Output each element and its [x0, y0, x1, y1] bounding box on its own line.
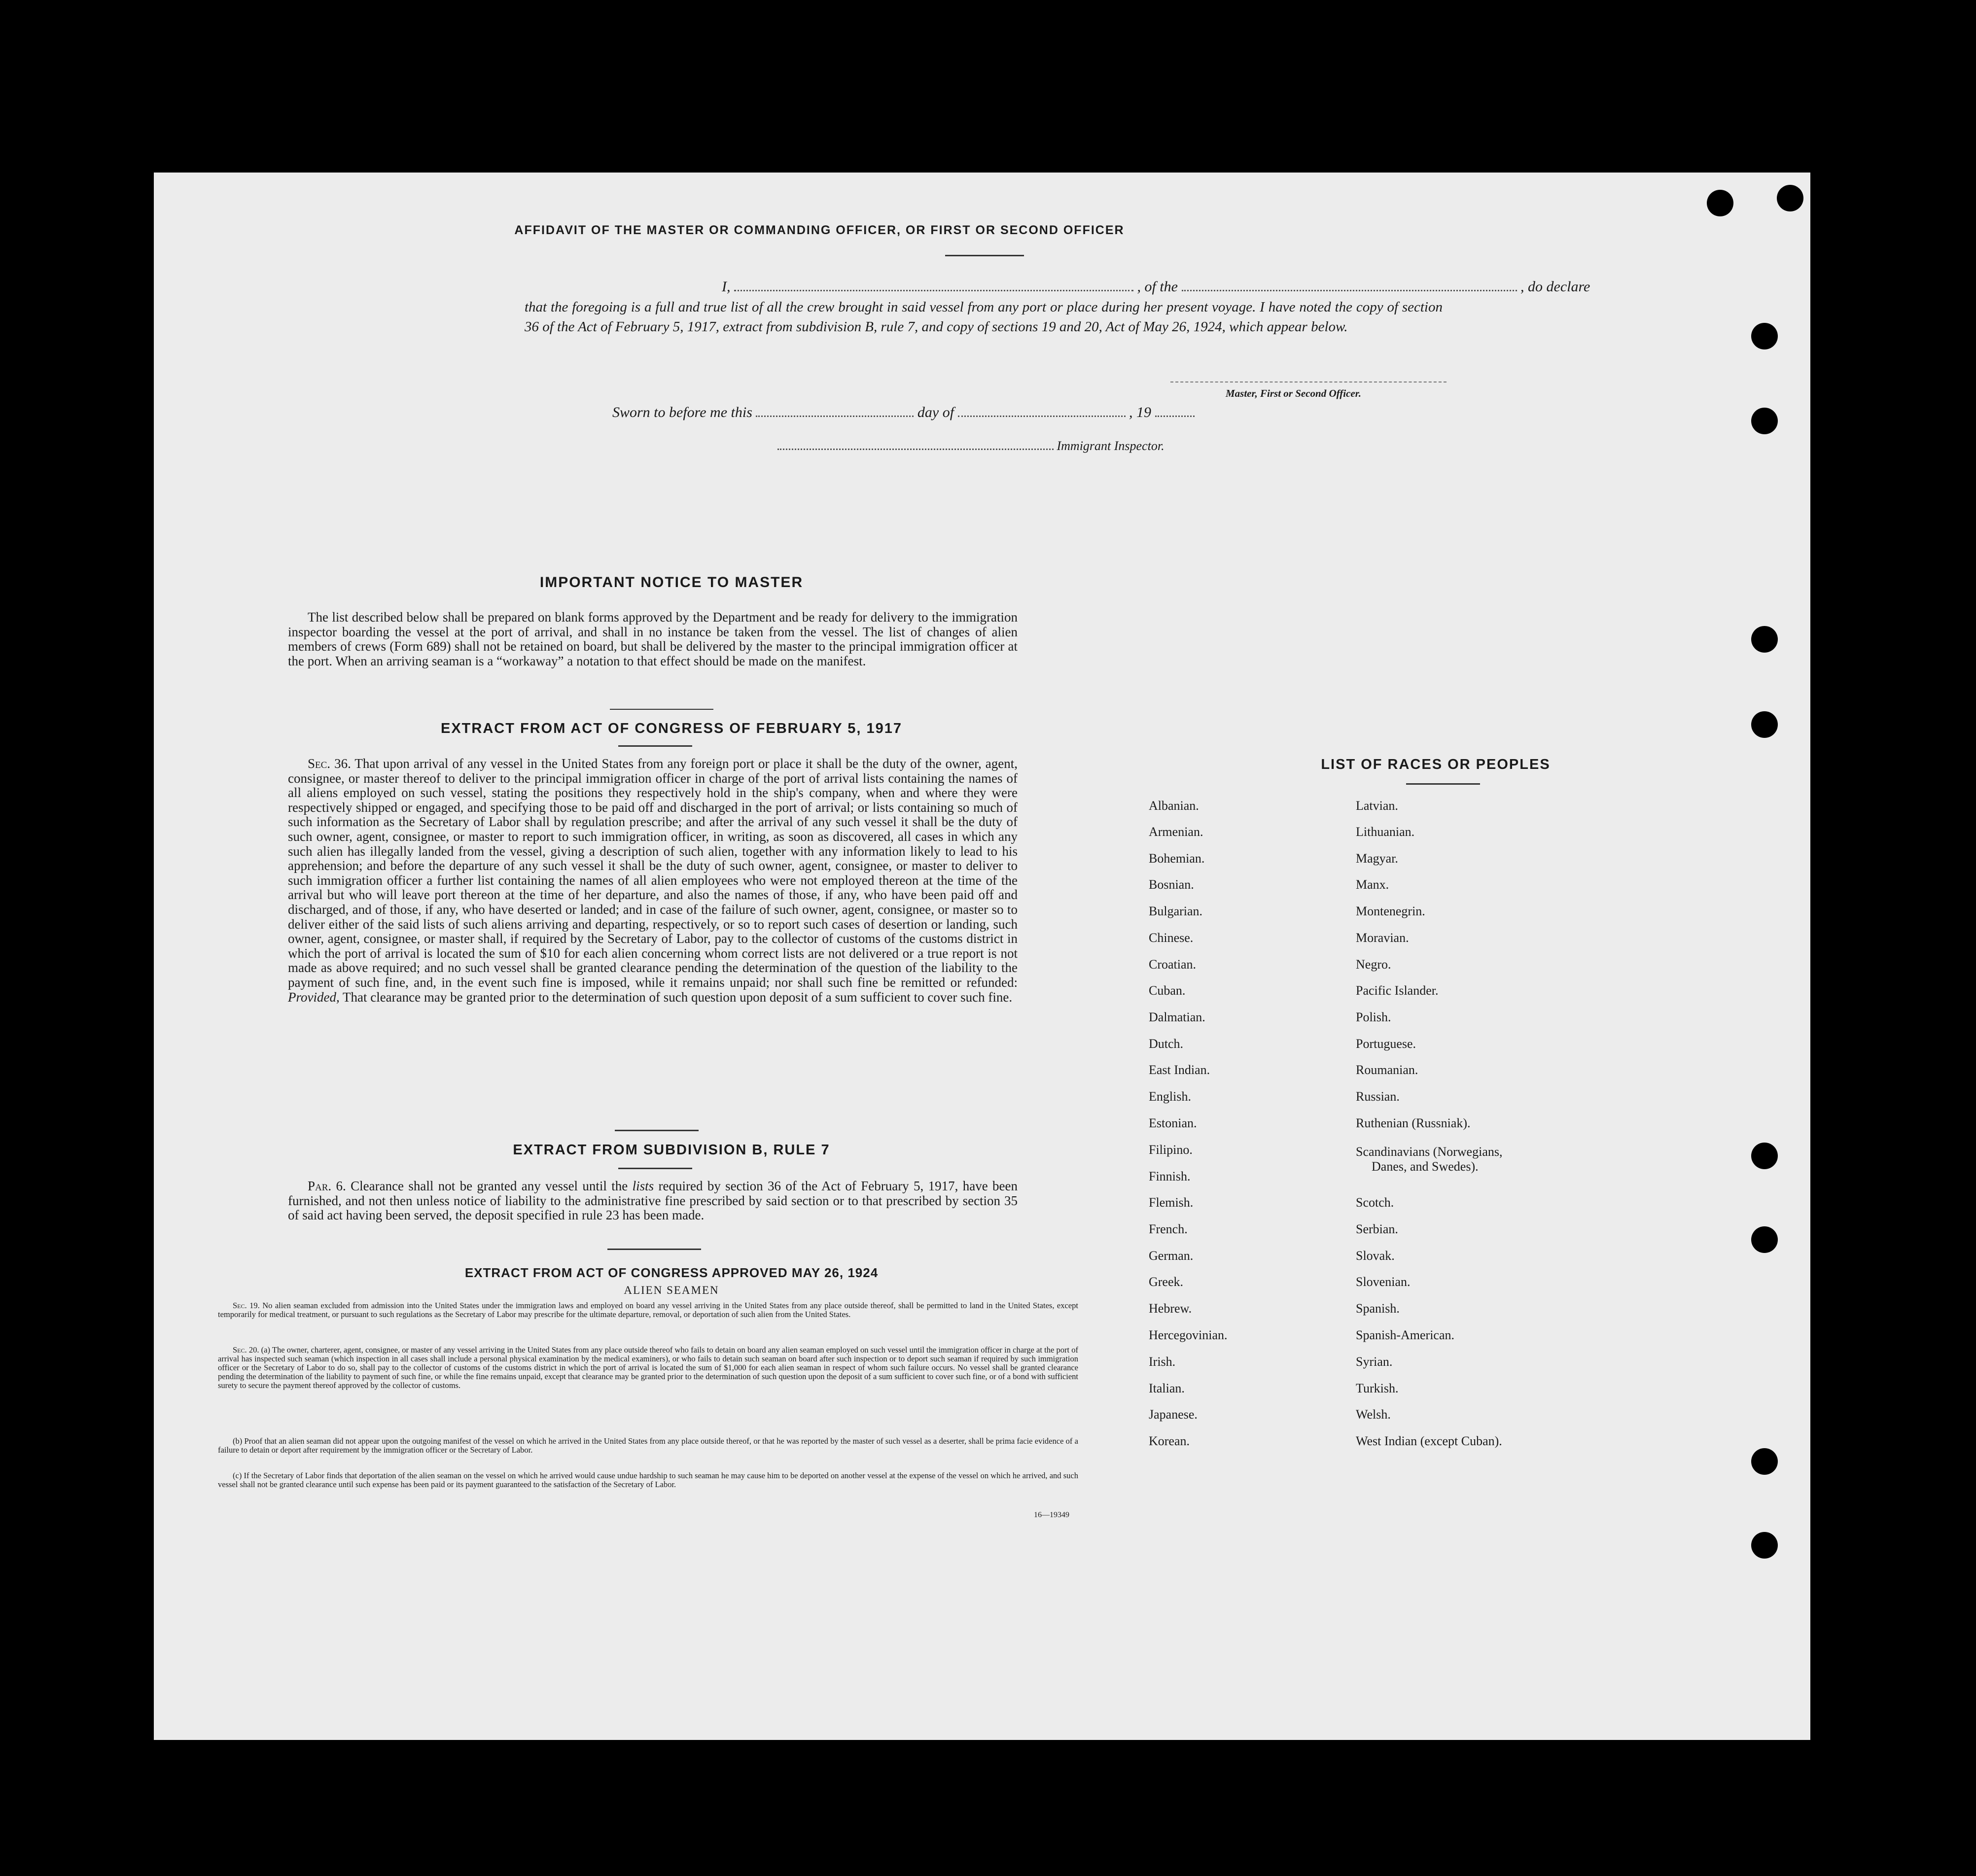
binder-hole [1707, 190, 1733, 216]
race-item: Chinese. [1149, 931, 1194, 945]
signature-label: Master, First or Second Officer. [1226, 387, 1361, 399]
race-item: Finnish. [1149, 1169, 1191, 1183]
binder-hole [1751, 408, 1778, 434]
inspector-line [777, 439, 1164, 453]
section-36-label: Sec. 36. [308, 756, 351, 771]
divider [1406, 783, 1480, 785]
race-item: Pacific Islander. [1356, 983, 1439, 998]
race-item: Latvian. [1356, 799, 1398, 813]
race-item: Welsh. [1356, 1407, 1391, 1422]
race-item: Filipino. [1149, 1143, 1193, 1157]
race-item: Bohemian. [1149, 851, 1205, 866]
section-36-end: That clearance may be granted prior to the determination of such question upon deposit of a sum sufficient to cover such fine. [342, 989, 1013, 1005]
sworn-line [612, 404, 1195, 421]
race-item: Turkish. [1356, 1381, 1399, 1395]
rule7-body-a: Clearance shall not be granted any vessel until the [351, 1179, 628, 1193]
divider [945, 255, 1024, 256]
race-item: Flemish. [1149, 1195, 1194, 1210]
race-item: Ruthenian (Russniak). [1356, 1116, 1471, 1130]
race-item: Bulgarian. [1149, 904, 1203, 918]
race-item: English. [1149, 1089, 1191, 1104]
race-item: Slovenian. [1356, 1275, 1411, 1289]
extract-1917-title: EXTRACT FROM ACT OF CONGRESS OF FEBRUARY 5, 1917 [440, 721, 903, 736]
race-item: Croatian. [1149, 957, 1197, 972]
sworn-month-field[interactable] [958, 416, 1126, 417]
race-item: Italian. [1149, 1381, 1185, 1395]
affidavit-of-the: , of the [1137, 278, 1178, 295]
race-item: Negro. [1356, 957, 1391, 972]
section-36-body: That upon arrival of any vessel in the United States from any foreign port or place it shall be the duty of the owner, agent, consignee, or master thereof to deliver to the principal immigration officer in charge of the port of arrival lists containing the names of all aliens employed on such vessel, stating the positions they respectively hold in the ship's company, when and where they were respectively shipped or engaged, and specifying those to be paid off and discharged in the port of arrival; or lists containing so much of such information as the Secretary of Labor shall by regulation prescribe; and after the arrival of any such vessel it shall be the duty of such owner, agent, consignee, or master to report to such immigration officer, in writing, as soon as discovered, all cases in which any such alien has illegally landed from the vessel, giving a description of such alien, together with any information likely to lead to his apprehension; and before the departure of any such vessel it shall be the duty of such owner, agent, consignee, or master to deliver to such immigration officer a further list containing the names of all alien employees who were not employed thereon at the time of the arrival but who will leave port thereon at the time of her departure, and also the names of those, if any, who have been paid off and discharged, and of those, if any, who have deserted or landed; and in case of the failure of such owner, agent, consignee, or master so to deliver either of the said lists of such aliens arriving and departing, respectively, or so to report such cases of desertion or landing, such owner, agent, consignee, or master shall, if required by the Secretary of Labor, pay to the collector of customs of the customs district in which the port of arrival is located the sum of $10 for each alien concerning whom correct lists are not delivered or a true report is not made as above required; and no such vessel shall be granted clearance pending the determination of the question of the liability to the payment of such fine, and, in the event such fine is imposed, while it remains unpaid; nor shall such fine be remitted or refunded: [288, 756, 1018, 990]
notice-title: IMPORTANT NOTICE TO MASTER [539, 574, 804, 591]
affidavit-declaration-line [525, 278, 1590, 295]
section-19-label: Sec. 19. [233, 1301, 260, 1310]
affidavit-i: I, [722, 278, 731, 295]
race-item: Danes, and Swedes). [1372, 1159, 1479, 1174]
affidavit-body: that the foregoing is a full and true list of all the crew brought in said vessel from any port or place during her present voyage. I have noted the copy of section 36 of the Act of February 5, 1917, extract from subdivision B, rule 7, and copy of sections 19 and 20, Act of May 26, 1924, which appear below. [525, 299, 1443, 335]
lists-word: lists [632, 1179, 654, 1193]
divider [615, 1130, 699, 1131]
divider [607, 1249, 701, 1250]
binder-hole [1751, 1448, 1778, 1475]
race-item: Serbian. [1356, 1222, 1398, 1236]
form-number: 16—19349 [1034, 1511, 1069, 1519]
binder-hole [1751, 1143, 1778, 1169]
binder-hole [1751, 323, 1778, 349]
race-item: Irish. [1149, 1355, 1176, 1369]
day-of-label: day of [917, 404, 954, 420]
race-item: Manx. [1356, 877, 1389, 892]
race-item: West Indian (except Cuban). [1356, 1434, 1502, 1448]
section-20c-text: (c) If the Secretary of Labor finds that deportation of the alien seaman on the vessel on which he arrived would cause undue hardship to such seaman he may cause him to be deported on another vessel at the expense of the vessel on which he arrived, and such vessel shall not be granted clearance until such expense has been paid or its payment guaranteed to the satisfaction of the Secretary of Labor. [218, 1471, 1078, 1489]
section-20a-body: (a) The owner, charterer, agent, consignee, or master of any vessel arriving in the United States from any place outside thereof who fails to detain on board any alien seaman employed on such vessel until the immigration officer in charge at the port of arrival has inspected such seaman (which inspection in all cases shall include a personal physical examination by the medical examiners), or who fails to detain such seaman on board after such inspection or to deport such seaman if required by such immigration officer or the Secretary of Labor to do so, shall pay to the collector of customs of the customs district in which the port of arrival is located the sum of $1,000 for each alien seaman in respect of whom such failure occurs. No vessel shall be granted clearance pending the determination of the liability to payment of such fine, or while the fine remains unpaid, except that clearance may be granted prior to the determination of such question upon the deposit of a sum sufficient to cover such fine, or of a bond with sufficient surety to secure the payment thereof approved by the collector of customs. [218, 1345, 1078, 1390]
races-column-2 [1356, 799, 1602, 1489]
binder-hole [1751, 1226, 1778, 1253]
extract-1917-text [288, 757, 1018, 1005]
provided-word: Provided, [288, 989, 340, 1005]
section-20a-text [218, 1346, 1078, 1390]
rule7-text [288, 1179, 1018, 1223]
race-item: Bosnian. [1149, 877, 1194, 892]
divider [610, 709, 713, 710]
race-item: French. [1149, 1222, 1188, 1236]
races-title: LIST OF RACES OR PEOPLES [1321, 757, 1551, 772]
race-item: Hercegovinian. [1149, 1328, 1228, 1342]
race-item: Magyar. [1356, 851, 1398, 866]
binder-hole [1777, 185, 1803, 211]
race-item: Montenegrin. [1356, 904, 1425, 918]
race-item: Spanish. [1356, 1301, 1400, 1316]
race-item: Estonian. [1149, 1116, 1197, 1130]
binder-hole [1751, 626, 1778, 653]
divider [618, 745, 692, 747]
vessel-name-field[interactable] [1182, 290, 1517, 291]
binder-hole [1751, 711, 1778, 738]
race-item: Korean. [1149, 1434, 1190, 1448]
race-item: German. [1149, 1249, 1194, 1263]
race-item: Slovak. [1356, 1249, 1395, 1263]
race-item: Syrian. [1356, 1355, 1393, 1369]
divider [618, 1168, 692, 1169]
race-item: Portuguese. [1356, 1037, 1416, 1051]
master-name-field[interactable] [734, 290, 1133, 291]
races-column-1 [1149, 799, 1346, 1489]
race-item: Albanian. [1149, 799, 1199, 813]
extract-1924-title: EXTRACT FROM ACT OF CONGRESS APPROVED MAY 26, 1924 [464, 1265, 879, 1280]
section-20b-text: (b) Proof that an alien seaman did not appear upon the outgoing manifest of the vessel on which he arrived in the United States from any place outside thereof, or that he was reported by the master of such vessel as a deserter, shall be prima facie evidence of a failure to detain or deport after requirement by the immigration officer or the Secretary of Labor. [218, 1436, 1078, 1455]
race-item: Scandinavians (Norwegians, [1356, 1145, 1503, 1159]
extract-1924-subtitle: ALIEN SEAMEN [624, 1284, 719, 1296]
inspector-signature-field[interactable] [777, 449, 1054, 450]
race-item: Russian. [1356, 1089, 1400, 1104]
race-item: Dalmatian. [1149, 1010, 1205, 1024]
race-item: Japanese. [1149, 1407, 1198, 1422]
race-item: Scotch. [1356, 1195, 1394, 1210]
year-label: , 19 [1129, 404, 1152, 420]
race-item: Cuban. [1149, 983, 1186, 998]
rule7-body-b: required by section 36 of the Act of February 5, 1917, have been furnished, and not then unless notice of liability to the administrative fine prescribed by said section or to that prescribed by section 35 of said act having been served, the deposit specified in rule 23 has been made. [288, 1179, 1018, 1223]
notice-text: The list described below shall be prepared on blank forms approved by the Department and be ready for delivery to the immigration inspector boarding the vessel at the port of arrival, and shall in no instance be taken from the vessel. The list of changes of alien members of crews (Form 689) shall not be retained on board, but shall be delivered by the master to the principal immigration officer at the port. When an arriving seaman is a “workaway” a notation to that effect should be made on the manifest. [288, 610, 1018, 668]
sworn-day-field[interactable] [756, 416, 914, 417]
race-item: Hebrew. [1149, 1301, 1192, 1316]
affidavit-declare: , do declare [1520, 278, 1590, 295]
form-page [154, 173, 1810, 1740]
section-19-body: No alien seaman excluded from admission into the United States under the immigration laws and employed on board any vessel arriving in the United States from any place outside thereof, shall be permitted to land in the United States, except temporarily for medical treatment, or pursuant to such regulations as the Secretary of Labor may prescribe for the ultimate departure, removal, or deportation of such alien from the United States. [218, 1301, 1078, 1319]
race-item: Armenian. [1149, 825, 1203, 839]
race-item: Roumanian. [1356, 1063, 1418, 1077]
inspector-label: Immigrant Inspector. [1057, 439, 1164, 453]
race-item: Spanish-American. [1356, 1328, 1455, 1342]
rule7-title: EXTRACT FROM SUBDIVISION B, RULE 7 [513, 1142, 830, 1158]
race-item: Greek. [1149, 1275, 1184, 1289]
sworn-label: Sworn to before me this [612, 404, 752, 420]
race-item: Lithuanian. [1356, 825, 1415, 839]
sworn-year-field[interactable] [1155, 416, 1195, 417]
binder-hole [1751, 1532, 1778, 1559]
paragraph-6-label: Par. 6. [308, 1179, 346, 1193]
race-item: Dutch. [1149, 1037, 1184, 1051]
section-20-label: Sec. 20. [233, 1345, 259, 1355]
race-item: Moravian. [1356, 931, 1409, 945]
affidavit-title: AFFIDAVIT OF THE MASTER OR COMMANDING OFFICER, OR FIRST OR SECOND OFFICER [514, 223, 1125, 237]
race-item: Polish. [1356, 1010, 1391, 1024]
race-item: East Indian. [1149, 1063, 1210, 1077]
section-19-text [218, 1301, 1078, 1319]
